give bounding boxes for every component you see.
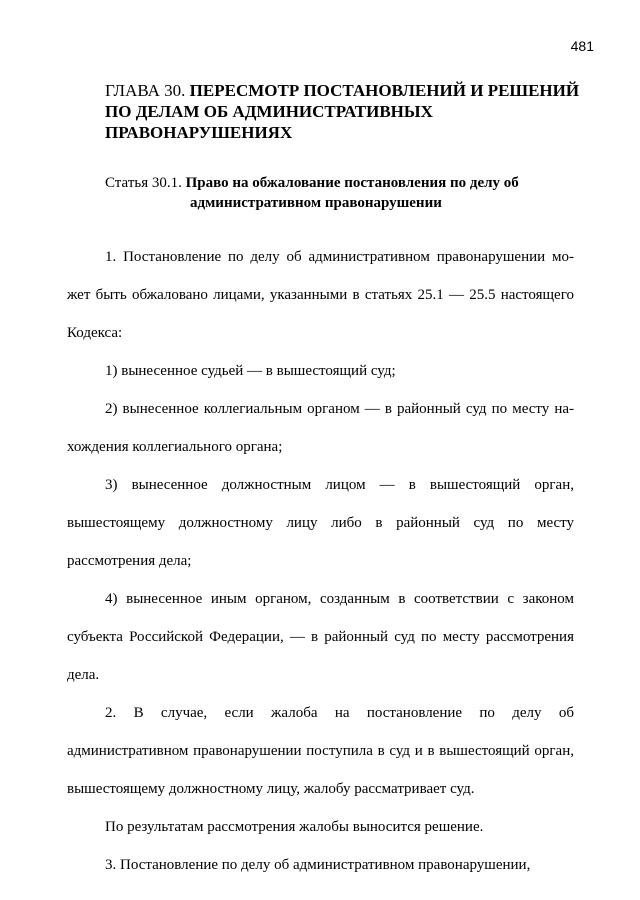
paragraph-3: 3. Постановление по делу об административном правонарушении, (105, 857, 531, 873)
article-title-line1: Право на обжалование постановления по делу об (185, 175, 519, 191)
chapter-heading (105, 80, 585, 143)
document-body (67, 238, 574, 884)
article-title-line2: административном правонарушении (190, 195, 442, 211)
article-number: Статья 30.1. (105, 175, 182, 191)
article-heading (105, 173, 575, 213)
list-item-2: 2) вынесенное коллегиальным органом — в районный суд по месту на-хождения коллегиального органа; (67, 401, 574, 455)
chapter-prefix: ГЛАВА 30. (105, 81, 186, 100)
page-number: 481 (570, 38, 594, 54)
paragraph-decision: По результатам рассмотрения жалобы выносится решение. (105, 819, 484, 835)
list-item-3: 3) вынесенное должностным лицом — в вышестоящий орган, вышестоящему должностному лицу либо в районный суд по месту рассмотрения дела; (67, 477, 574, 569)
list-item-4: 4) вынесенное иным органом, созданным в соответствии с законом субъекта Российской Федерации, — в районный суд по месту рассмотрения дела. (67, 591, 574, 683)
list-item-1: 1) вынесенное судьей — в вышестоящий суд; (105, 363, 396, 379)
chapter-title: ПЕРЕСМОТР ПОСТАНОВЛЕНИЙ И РЕШЕНИЙ ПО ДЕЛАМ ОБ АДМИНИСТРАТИВНЫХ ПРАВОНАРУШЕНИЯХ (105, 81, 580, 142)
paragraph-2: 2. В случае, если жалоба на постановление по делу об административном правонарушении поступила в суд и в вышестоящий орган, вышестоящему должностному лицу, жалобу рассматривает суд. (67, 705, 574, 797)
paragraph-1: 1. Постановление по делу об административном правонарушении мо-жет быть обжаловано лицами, указанными в статьях 25.1 — 25.5 настоящего Кодекса: (67, 249, 574, 341)
